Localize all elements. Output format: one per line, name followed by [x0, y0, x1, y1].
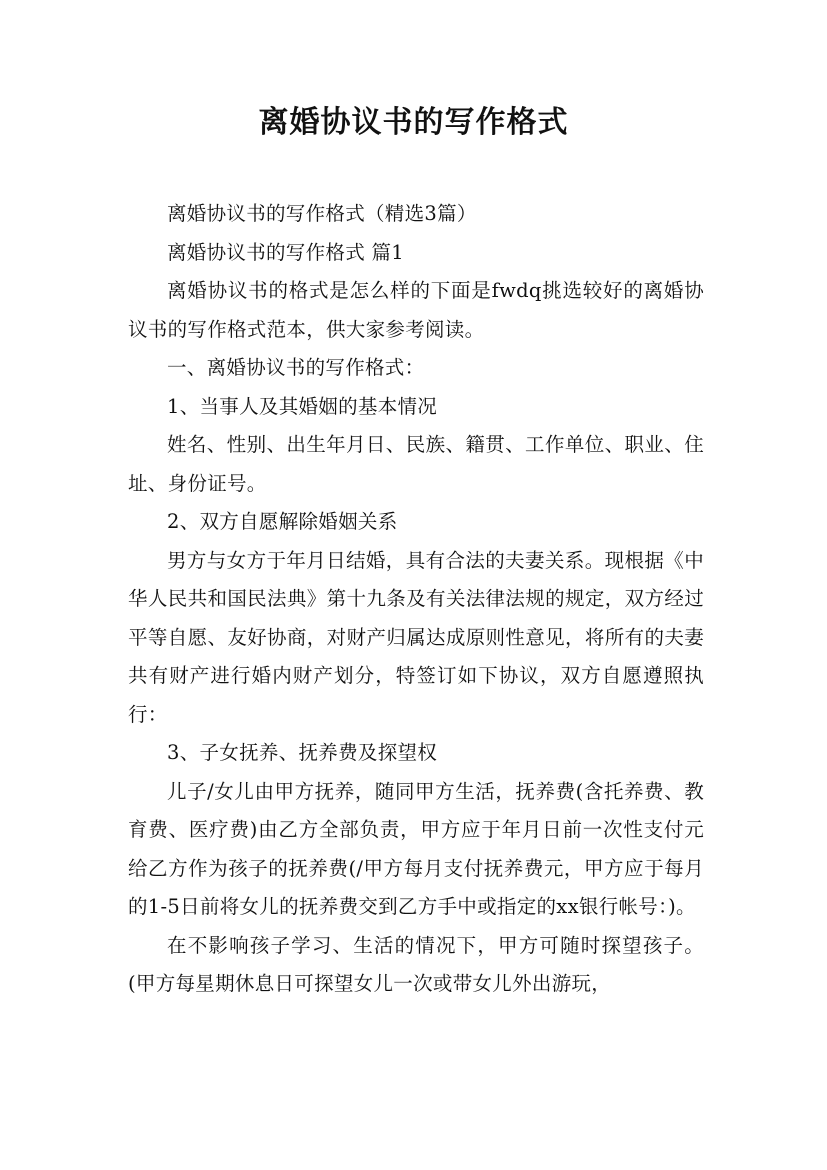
paragraph: 儿子/女儿由甲方抚养，随同甲方生活，抚养费(含托养费、教育费、医疗费)由乙方全部负责，甲方应于年月日前一次性支付元给乙方作为孩子的抚养费(/甲方每月支付抚养费元，甲方应于每月的1-5日前将女儿的抚养费交到乙方手中或指定的xx银行帐号：)。 — [128, 779, 704, 918]
paragraph: 离婚协议书的写作格式（精选3篇） — [167, 202, 477, 225]
paragraph: 3、子女抚养、抚养费及探望权 — [167, 741, 438, 764]
document-body — [128, 195, 704, 1004]
paragraph: 2、双方自愿解除婚姻关系 — [167, 510, 398, 533]
paragraph: 1、当事人及其婚姻的基本情况 — [167, 394, 438, 418]
paragraph: 离婚协议书的格式是怎么样的下面是fwdq挑选较好的离婚协议书的写作格式范本，供大家参考阅读。 — [128, 279, 704, 341]
paragraph: 离婚协议书的写作格式 篇1 — [167, 240, 405, 264]
paragraph: 姓名、性别、出生年月日、民族、籍贯、工作单位、职业、住址、身份证号。 — [128, 433, 704, 495]
paragraph: 在不影响孩子学习、生活的情况下，甲方可随时探望孩子。(甲方每星期休息日可探望女儿一次或带女儿外出游玩， — [128, 933, 704, 995]
paragraph: 一、离婚协议书的写作格式： — [167, 356, 425, 379]
paragraph: 男方与女方于年月日结婚，具有合法的夫妻关系。现根据《中华人民共和国民法典》第十九条及有关法律法规的规定，双方经过平等自愿、友好协商，对财产归属达成原则性意见，将所有的夫妻共有财产进行婚内财产划分，特签订如下协议，双方自愿遵照执行： — [128, 548, 704, 726]
document-title: 离婚协议书的写作格式 — [258, 105, 569, 140]
